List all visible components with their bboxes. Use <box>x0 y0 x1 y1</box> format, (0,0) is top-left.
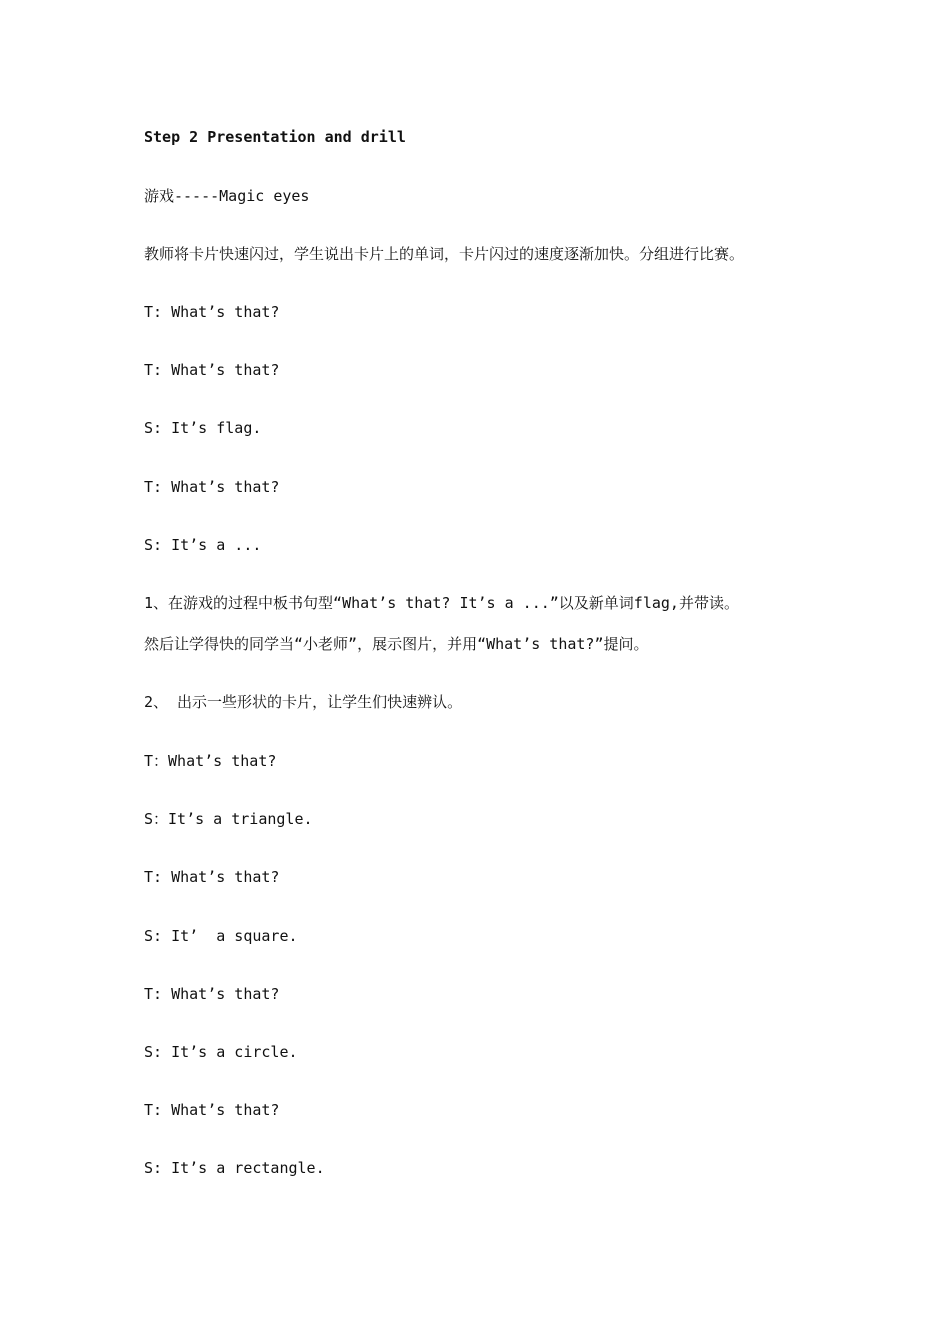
dialogue-line: S: It’s a ... <box>144 536 262 554</box>
dialogue-line: T：What’s that? <box>144 752 277 770</box>
dialogue-line: T: What’s that? <box>144 361 280 379</box>
step-2-text: 2、 出示一些形状的卡片，让学生们快速辨认。 <box>144 693 463 711</box>
dialogue-line: S: It’s a rectangle. <box>144 1159 325 1177</box>
instruction-paragraph: 教师将卡片快速闪过，学生说出卡片上的单词，卡片闪过的速度逐渐加快。分组进行比赛。 <box>144 245 745 263</box>
dialogue-line: T: What’s that? <box>144 1101 280 1119</box>
game-title: 游戏-----Magic eyes <box>144 187 310 205</box>
dialogue-line: S：It’s a triangle. <box>144 810 313 828</box>
dialogue-line: S: It’s flag. <box>144 419 262 437</box>
dialogue-line: T: What’s that? <box>144 303 280 321</box>
dialogue-line: T: What’s that? <box>144 985 280 1003</box>
dialogue-line: S: It’ a square. <box>144 927 298 945</box>
step-1-text-continued: 然后让学得快的同学当“小老师”，展示图片，并用“What’s that?”提问。 <box>144 635 649 653</box>
dialogue-line: T: What’s that? <box>144 478 280 496</box>
section-heading: Step 2 Presentation and drill <box>144 128 406 146</box>
dialogue-line: T: What’s that? <box>144 868 280 886</box>
dialogue-line: S: It’s a circle. <box>144 1043 298 1061</box>
step-1-text: 1、在游戏的过程中板书句型“What’s that? It’s a ...”以及新单词flag,并带读。 <box>144 594 739 612</box>
